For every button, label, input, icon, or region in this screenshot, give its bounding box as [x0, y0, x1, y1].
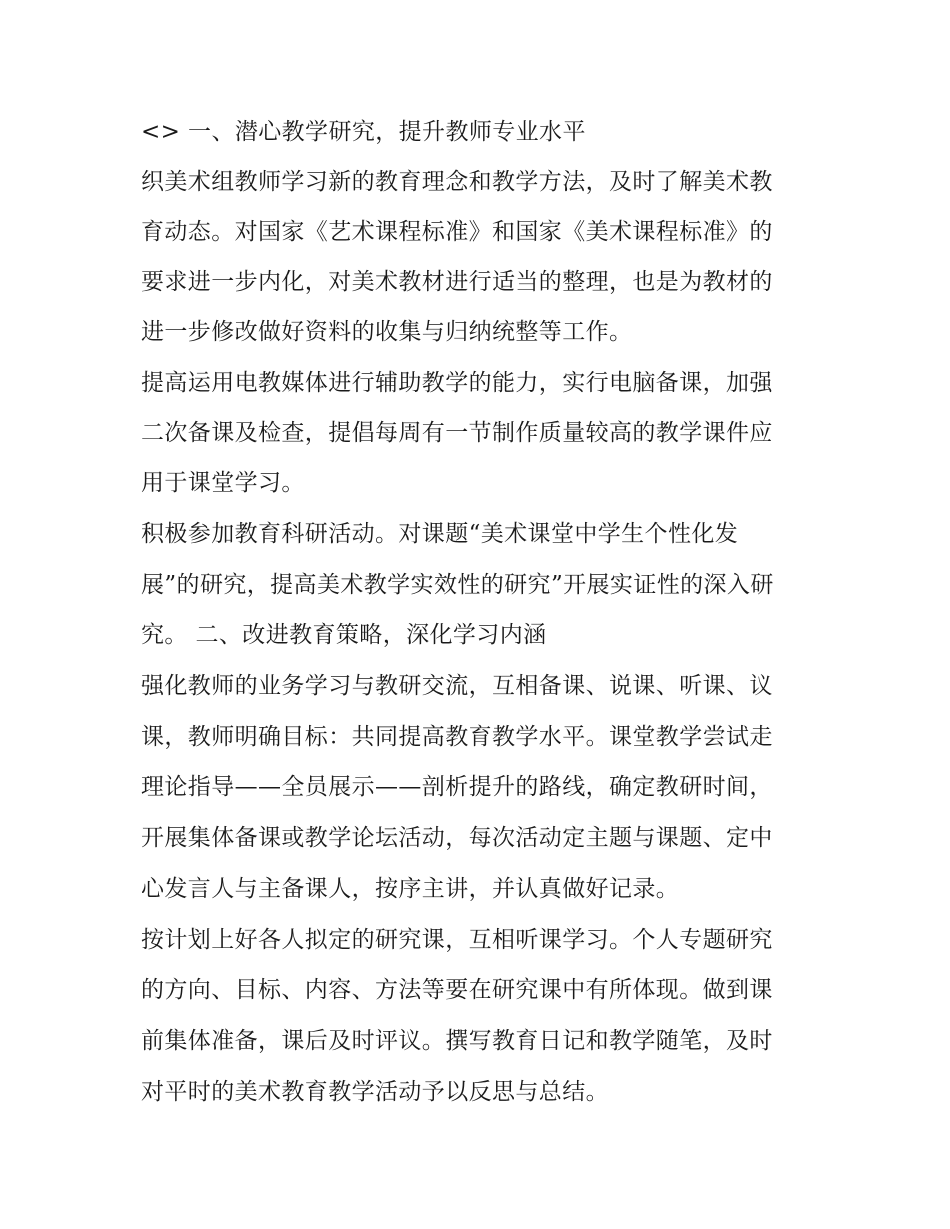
paragraph-line: 要求进一步内化，对美术教材进行适当的整理，也是为教材的 — [141, 269, 773, 295]
paragraph-line: 理论指导——全员展示——剖析提升的路线，确定教研时间， — [141, 774, 773, 800]
paragraph-line: 二次备课及检查，提倡每周有一节制作质量较高的教学课件应 — [141, 420, 773, 446]
paragraph-line: 按计划上好各人拟定的研究课，互相听课学习。个人专题研究 — [141, 927, 773, 953]
paragraph-line: 强化教师的业务学习与教研交流，互相备课、说课、听课、议 — [141, 673, 773, 699]
paragraph-line: 的方向、目标、内容、方法等要在研究课中有所体现。做到课 — [141, 977, 773, 1003]
paragraph-line: 织美术组教师学习新的教育理念和教学方法，及时了解美术教 — [141, 169, 773, 195]
paragraph-line: 育动态。对国家《艺术课程标准》和国家《美术课程标准》的 — [141, 219, 773, 245]
paragraph-line: 进一步修改做好资料的收集与归纳统整等工作。 — [141, 319, 633, 345]
paragraph-line: 展”的研究，提高美术教学实效性的研究”开展实证性的深入研 — [141, 572, 774, 598]
section-heading-2: 究。 二、改进教育策略，深化学习内涵 — [141, 622, 547, 648]
paragraph-line: 开展集体备课或教学论坛活动，每次活动定主题与课题、定中 — [141, 825, 773, 851]
paragraph-line: 前集体准备，课后及时评议。撰写教育日记和教学随笔，及时 — [141, 1028, 773, 1054]
paragraph-line: 对平时的美术教育教学活动予以反思与总结。 — [141, 1079, 609, 1105]
paragraph-line: 提高运用电教媒体进行辅助教学的能力，实行电脑备课，加强 — [141, 370, 773, 396]
paragraph-line: 课，教师明确目标：共同提高教育教学水平。课堂教学尝试走 — [141, 724, 773, 750]
paragraph-line: 积极参加教育科研活动。对课题“美术课堂中学生个性化发 — [141, 521, 739, 547]
paragraph-line: 用于课堂学习。 — [141, 470, 305, 496]
paragraph-line: 心发言人与主备课人，按序主讲，并认真做好记录。 — [141, 876, 680, 902]
section-heading-1: <> 一、潜心教学研究，提升教师专业水平 — [141, 119, 586, 145]
